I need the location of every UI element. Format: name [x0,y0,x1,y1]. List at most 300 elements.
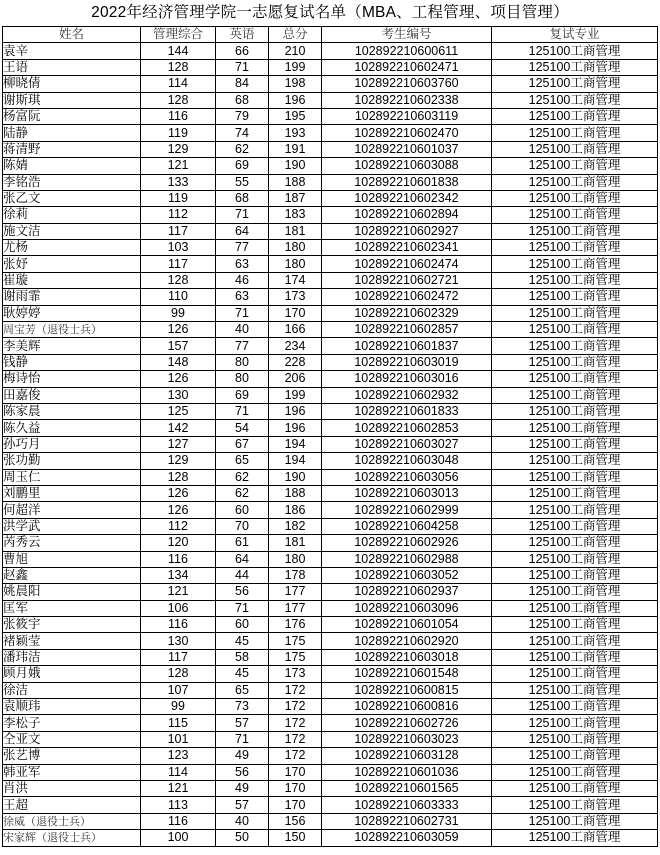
english-score: 64 [216,551,269,567]
table-row [3,141,658,157]
table-row [3,600,658,616]
total-score: 172 [269,748,322,764]
retest-major: 125100工商管理 [492,420,658,436]
candidate-id: 102892210603059 [322,830,492,846]
management-score: 101 [141,731,216,747]
candidate-name: 匡军 [3,600,141,616]
candidate-id: 102892210601548 [322,666,492,682]
total-score: 177 [269,584,322,600]
total-score: 199 [269,387,322,403]
candidate-name: 姚晨阳 [3,584,141,600]
candidate-id: 102892210602731 [322,813,492,829]
table-row [3,699,658,715]
retest-major: 125100工商管理 [492,436,658,452]
candidate-id: 102892210602920 [322,633,492,649]
management-score: 121 [141,158,216,174]
english-score: 71 [216,600,269,616]
english-score: 64 [216,223,269,239]
table-row [3,43,658,59]
management-score: 129 [141,453,216,469]
candidate-name: 田嘉俊 [3,387,141,403]
retest-major: 125100工商管理 [492,567,658,583]
candidate-id: 102892210602342 [322,190,492,206]
column-header-total: 总分 [269,27,322,43]
english-score: 45 [216,666,269,682]
total-score: 195 [269,108,322,124]
total-score: 180 [269,240,322,256]
candidate-name: 蒋清野 [3,141,141,157]
english-score: 68 [216,190,269,206]
candidate-id: 102892210602894 [322,207,492,223]
retest-major: 125100工商管理 [492,535,658,551]
table-row [3,207,658,223]
column-header-management: 管理综合 [141,27,216,43]
management-score: 121 [141,780,216,796]
management-score: 106 [141,600,216,616]
total-score: 170 [269,764,322,780]
retest-major: 125100工商管理 [492,584,658,600]
retest-major: 125100工商管理 [492,190,658,206]
management-score: 112 [141,518,216,534]
total-score: 210 [269,43,322,59]
retest-major: 125100工商管理 [492,518,658,534]
management-score: 116 [141,108,216,124]
candidate-id: 102892210602932 [322,387,492,403]
retest-major: 125100工商管理 [492,371,658,387]
candidate-id: 102892210604258 [322,518,492,534]
total-score: 199 [269,59,322,75]
candidate-name: 张妤 [3,256,141,272]
total-score: 170 [269,780,322,796]
retest-major: 125100工商管理 [492,338,658,354]
english-score: 44 [216,567,269,583]
retest-list-table [2,26,658,847]
retest-major: 125100工商管理 [492,387,658,403]
total-score: 170 [269,797,322,813]
management-score: 114 [141,764,216,780]
table-row [3,813,658,829]
candidate-name: 潘玮洁 [3,649,141,665]
retest-major: 125100工商管理 [492,223,658,239]
table-row [3,649,658,665]
candidate-name: 褚颖莹 [3,633,141,649]
candidate-name: 谢斯琪 [3,92,141,108]
table-row [3,551,658,567]
candidate-name: 李松子 [3,715,141,731]
table-row [3,633,658,649]
total-score: 193 [269,125,322,141]
table-row [3,748,658,764]
table-row [3,567,658,583]
total-score: 188 [269,485,322,501]
table-row [3,453,658,469]
column-header-major: 复试专业 [492,27,658,43]
management-score: 129 [141,141,216,157]
retest-major: 125100工商管理 [492,830,658,846]
retest-major: 125100工商管理 [492,256,658,272]
candidate-id: 102892210603088 [322,158,492,174]
table-row [3,223,658,239]
management-score: 123 [141,748,216,764]
retest-major: 125100工商管理 [492,813,658,829]
management-score: 125 [141,403,216,419]
retest-major: 125100工商管理 [492,322,658,338]
candidate-id: 102892210602471 [322,59,492,75]
candidate-name: 张筱宇 [3,617,141,633]
candidate-id: 102892210603096 [322,600,492,616]
table-row [3,715,658,731]
candidate-name: 徐莉 [3,207,141,223]
candidate-name: 柳晓倩 [3,76,141,92]
management-score: 128 [141,666,216,682]
candidate-id: 102892210603013 [322,485,492,501]
table-row [3,322,658,338]
management-score: 128 [141,469,216,485]
candidate-id: 102892210603027 [322,436,492,452]
english-score: 73 [216,699,269,715]
candidate-name: 孙巧月 [3,436,141,452]
management-score: 99 [141,305,216,321]
candidate-name: 何超洋 [3,502,141,518]
table-row [3,535,658,551]
management-score: 119 [141,125,216,141]
management-score: 112 [141,207,216,223]
retest-major: 125100工商管理 [492,797,658,813]
management-score: 117 [141,649,216,665]
candidate-name: 谢雨霏 [3,289,141,305]
candidate-name: 袁辛 [3,43,141,59]
management-score: 126 [141,502,216,518]
candidate-id: 102892210602721 [322,272,492,288]
table-row [3,502,658,518]
management-score: 100 [141,830,216,846]
table-row [3,420,658,436]
total-score: 187 [269,190,322,206]
english-score: 60 [216,617,269,633]
english-score: 40 [216,813,269,829]
english-score: 61 [216,535,269,551]
total-score: 175 [269,633,322,649]
english-score: 80 [216,354,269,370]
candidate-id: 102892210603119 [322,108,492,124]
management-score: 121 [141,584,216,600]
table-row [3,436,658,452]
candidate-id: 102892210602927 [322,223,492,239]
retest-major: 125100工商管理 [492,699,658,715]
english-score: 62 [216,469,269,485]
total-score: 196 [269,420,322,436]
management-score: 128 [141,59,216,75]
retest-major: 125100工商管理 [492,715,658,731]
candidate-id: 102892210603052 [322,567,492,583]
english-score: 55 [216,174,269,190]
retest-major: 125100工商管理 [492,59,658,75]
english-score: 66 [216,43,269,59]
candidate-name: 王语 [3,59,141,75]
total-score: 196 [269,403,322,419]
table-row [3,797,658,813]
retest-major: 125100工商管理 [492,305,658,321]
total-score: 206 [269,371,322,387]
retest-major: 125100工商管理 [492,158,658,174]
column-header-name: 姓名 [3,27,141,43]
retest-major: 125100工商管理 [492,666,658,682]
candidate-name: 韩亚军 [3,764,141,780]
candidate-id: 102892210602341 [322,240,492,256]
retest-major: 125100工商管理 [492,141,658,157]
candidate-id: 102892210602470 [322,125,492,141]
candidate-id: 102892210600611 [322,43,492,59]
candidate-id: 102892210601837 [322,338,492,354]
candidate-id: 102892210602926 [322,535,492,551]
management-score: 128 [141,272,216,288]
management-score: 126 [141,322,216,338]
management-score: 116 [141,617,216,633]
table-row [3,584,658,600]
english-score: 54 [216,420,269,436]
retest-major: 125100工商管理 [492,240,658,256]
total-score: 170 [269,305,322,321]
total-score: 180 [269,551,322,567]
candidate-name: 张乙文 [3,190,141,206]
total-score: 180 [269,256,322,272]
total-score: 181 [269,535,322,551]
english-score: 70 [216,518,269,534]
candidate-name: 陈婧 [3,158,141,174]
management-score: 126 [141,371,216,387]
candidate-name: 张艺博 [3,748,141,764]
total-score: 172 [269,682,322,698]
table-row [3,272,658,288]
retest-major: 125100工商管理 [492,125,658,141]
english-score: 63 [216,289,269,305]
candidate-id: 102892210601037 [322,141,492,157]
candidate-name: 赵鑫 [3,567,141,583]
total-score: 191 [269,141,322,157]
management-score: 110 [141,289,216,305]
table-row [3,485,658,501]
english-score: 79 [216,108,269,124]
table-row [3,731,658,747]
table-header-row [3,27,658,43]
total-score: 156 [269,813,322,829]
candidate-name: 杨富阮 [3,108,141,124]
candidate-name: 王超 [3,797,141,813]
english-score: 46 [216,272,269,288]
table-row [3,240,658,256]
candidate-id: 102892210600815 [322,682,492,698]
management-score: 130 [141,633,216,649]
retest-major: 125100工商管理 [492,731,658,747]
management-score: 157 [141,338,216,354]
english-score: 84 [216,76,269,92]
candidate-id: 102892210602474 [322,256,492,272]
candidate-id: 102892210603016 [322,371,492,387]
table-row [3,174,658,190]
english-score: 62 [216,141,269,157]
candidate-id: 102892210601036 [322,764,492,780]
table-row [3,338,658,354]
column-header-candidate-id: 考生编号 [322,27,492,43]
table-row [3,764,658,780]
total-score: 166 [269,322,322,338]
table-row [3,780,658,796]
candidate-name: 李铭浩 [3,174,141,190]
management-score: 117 [141,223,216,239]
retest-major: 125100工商管理 [492,502,658,518]
table-row [3,403,658,419]
retest-major: 125100工商管理 [492,469,658,485]
table-row [3,76,658,92]
total-score: 176 [269,617,322,633]
table-row [3,256,658,272]
total-score: 183 [269,207,322,223]
candidate-name: 张功勤 [3,453,141,469]
retest-major: 125100工商管理 [492,600,658,616]
table-row [3,469,658,485]
candidate-name: 陈家晨 [3,403,141,419]
management-score: 115 [141,715,216,731]
english-score: 71 [216,305,269,321]
retest-major: 125100工商管理 [492,485,658,501]
candidate-id: 102892210603018 [322,649,492,665]
retest-major: 125100工商管理 [492,43,658,59]
english-score: 57 [216,797,269,813]
total-score: 198 [269,76,322,92]
table-row [3,108,658,124]
english-score: 71 [216,403,269,419]
english-score: 63 [216,256,269,272]
candidate-name: 袁顺玮 [3,699,141,715]
total-score: 178 [269,567,322,583]
management-score: 99 [141,699,216,715]
english-score: 71 [216,207,269,223]
retest-major: 125100工商管理 [492,207,658,223]
management-score: 107 [141,682,216,698]
english-score: 69 [216,387,269,403]
management-score: 103 [141,240,216,256]
candidate-id: 102892210602338 [322,92,492,108]
retest-major: 125100工商管理 [492,174,658,190]
english-score: 56 [216,584,269,600]
retest-major: 125100工商管理 [492,289,658,305]
english-score: 80 [216,371,269,387]
candidate-name: 洪学武 [3,518,141,534]
candidate-id: 102892210603019 [322,354,492,370]
english-score: 77 [216,338,269,354]
retest-major: 125100工商管理 [492,682,658,698]
candidate-name: 曹旭 [3,551,141,567]
total-score: 172 [269,731,322,747]
english-score: 69 [216,158,269,174]
english-score: 65 [216,453,269,469]
candidate-id: 102892210603760 [322,76,492,92]
table-row [3,682,658,698]
table-row [3,387,658,403]
table-row [3,92,658,108]
candidate-name: 宋家辉（退役士兵） [3,830,141,846]
retest-major: 125100工商管理 [492,764,658,780]
english-score: 62 [216,485,269,501]
total-score: 172 [269,715,322,731]
candidate-name: 梅诗怡 [3,371,141,387]
english-score: 60 [216,502,269,518]
total-score: 181 [269,223,322,239]
english-score: 74 [216,125,269,141]
page-title: 2022年经济管理学院一志愿复试名单（MBA、工程管理、项目管理） [91,4,569,21]
table-row [3,59,658,75]
retest-major: 125100工商管理 [492,403,658,419]
candidate-name: 陆静 [3,125,141,141]
total-score: 194 [269,453,322,469]
retest-major: 125100工商管理 [492,272,658,288]
candidate-name: 钱静 [3,354,141,370]
english-score: 71 [216,59,269,75]
total-score: 173 [269,289,322,305]
management-score: 120 [141,535,216,551]
candidate-id: 102892210603333 [322,797,492,813]
total-score: 186 [269,502,322,518]
total-score: 175 [269,649,322,665]
candidate-id: 102892210602999 [322,502,492,518]
candidate-name: 徐洁 [3,682,141,698]
management-score: 127 [141,436,216,452]
management-score: 144 [141,43,216,59]
english-score: 77 [216,240,269,256]
total-score: 177 [269,600,322,616]
management-score: 126 [141,485,216,501]
management-score: 116 [141,551,216,567]
table-row [3,125,658,141]
table-row [3,190,658,206]
table-row [3,617,658,633]
total-score: 182 [269,518,322,534]
management-score: 133 [141,174,216,190]
candidate-id: 102892210601833 [322,403,492,419]
retest-major: 125100工商管理 [492,354,658,370]
english-score: 45 [216,633,269,649]
retest-major: 125100工商管理 [492,76,658,92]
candidate-name: 耿婷婷 [3,305,141,321]
candidate-id: 102892210602329 [322,305,492,321]
candidate-name: 周玉仁 [3,469,141,485]
candidate-id: 102892210602988 [322,551,492,567]
candidate-id: 102892210601838 [322,174,492,190]
table-row [3,354,658,370]
candidate-name: 周宝芳（退役士兵） [3,322,141,338]
english-score: 68 [216,92,269,108]
table-row [3,305,658,321]
english-score: 71 [216,731,269,747]
candidate-id: 102892210602472 [322,289,492,305]
management-score: 116 [141,813,216,829]
total-score: 173 [269,666,322,682]
candidate-id: 102892210602726 [322,715,492,731]
english-score: 40 [216,322,269,338]
management-score: 114 [141,76,216,92]
table-row [3,158,658,174]
candidate-id: 102892210601565 [322,780,492,796]
candidate-name: 肖洪 [3,780,141,796]
total-score: 150 [269,830,322,846]
total-score: 172 [269,699,322,715]
total-score: 190 [269,469,322,485]
management-score: 148 [141,354,216,370]
candidate-name: 李美辉 [3,338,141,354]
management-score: 130 [141,387,216,403]
candidate-name: 崔璇 [3,272,141,288]
candidate-name: 刘鹏里 [3,485,141,501]
